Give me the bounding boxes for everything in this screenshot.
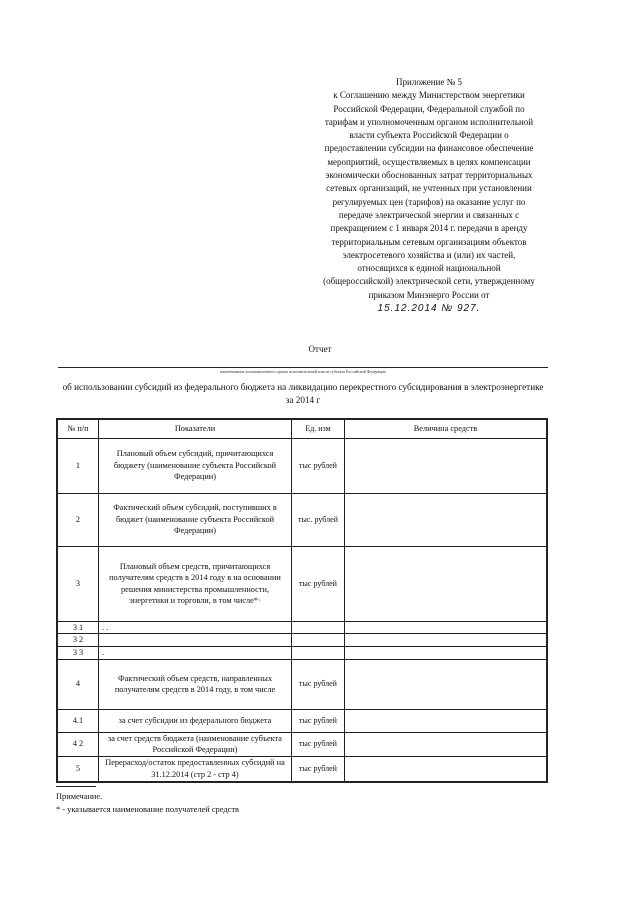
row-value <box>345 493 548 546</box>
header-value: Величина средств <box>345 419 548 438</box>
row-value <box>345 732 548 756</box>
row-num: 5 <box>57 756 99 782</box>
report-subtitle: об использовании субсидий из федерального бюджета на ликвидацию перекрестного субсидирования в электроэнергетике за 2014 г <box>62 382 544 405</box>
row-indicator: . <box>99 646 292 659</box>
note-divider <box>56 786 96 787</box>
table-row <box>57 659 547 709</box>
table-row <box>57 732 547 756</box>
header-num: № п/п <box>57 419 99 438</box>
row-unit <box>292 621 345 634</box>
header-indicator: Показатели <box>99 419 292 438</box>
row-unit: тыс рублей <box>292 756 345 782</box>
row-indicator <box>99 634 292 647</box>
organ-name-caption: наименование уполномоченного органа исполнительной власти субъекта Российской Федерации <box>220 369 386 374</box>
row-indicator: Фактический объем субсидий, поступивших в бюджет (наименование субъекта Российской Федерации) <box>99 493 292 546</box>
table-row <box>57 709 547 732</box>
footnote <box>56 790 239 816</box>
row-num: 3 2 <box>57 634 99 647</box>
row-num: 4 <box>57 659 99 709</box>
row-indicator: Перерасход/остаток предоставленных субсидий на 31.12.2014 (стр 2 - стр 4) <box>99 756 292 782</box>
appendix-title: Приложение № 5 <box>396 77 462 87</box>
row-num: 2 <box>57 493 99 546</box>
note-text: * - указывается наименование получателей средств <box>56 805 239 814</box>
handwritten-reference: 15.12.2014 № 927. <box>377 303 481 315</box>
row-value <box>345 546 548 621</box>
note-label: Примечание. <box>56 792 103 801</box>
row-num: 4 2 <box>57 732 99 756</box>
table-row <box>57 646 547 659</box>
row-value <box>345 756 548 782</box>
row-value <box>345 709 548 732</box>
row-num: 4.1 <box>57 709 99 732</box>
table-row <box>57 546 547 621</box>
row-num: 1 <box>57 438 99 493</box>
row-value <box>345 438 548 493</box>
row-indicator: Плановый объем средств, причитающихся получателям средств в 2014 году в на основании решения министерства промышленности, энергетики и торговли, в том числе*· <box>99 546 292 621</box>
row-value <box>345 634 548 647</box>
table-row <box>57 621 547 634</box>
row-unit: тыс. рублей <box>292 493 345 546</box>
row-indicator: Плановый объем субсидий, причитающихся бюджету (наименование субъекта Российской Федерации) <box>99 438 292 493</box>
row-value <box>345 659 548 709</box>
header-unit: Ед. изм <box>292 419 345 438</box>
row-num: 3 3 <box>57 646 99 659</box>
row-indicator: за счет средств бюджета (наименование субъекта Российской Федерации) <box>99 732 292 756</box>
row-value <box>345 646 548 659</box>
table-row <box>57 438 547 493</box>
row-unit: тыс рублей <box>292 709 345 732</box>
appendix-body: к Соглашению между Министерством энергетики Российской Федерации, Федеральной службой по тарифам и уполномоченным органом исполнительной власти субъекта Российской Федерации о предоставлении субсидии на финансовое обеспечение мероприятий, осуществляемых в целях компенсации экономически обоснованных затрат территориальных сетевых организаций, не учтенных при установлении регулируемых цен (тарифов) на оказание услуг по передаче электрической энергии и связанных с прекращением с 1 января 2014 г. передачи в аренду территориальным сетевым организациям объектов электросетевого хозяйства и (или) их частей, относящихся к единой национальной (общероссийской) электрической сети, утвержденному приказом Минэнерго России от <box>323 90 535 300</box>
organ-name-line <box>58 367 548 368</box>
row-unit <box>292 634 345 647</box>
row-unit: тыс рублей <box>292 438 345 493</box>
row-indicator: за счет субсидии из федерального бюджета <box>99 709 292 732</box>
row-unit: тыс рублей <box>292 546 345 621</box>
row-unit: тыс рублей <box>292 732 345 756</box>
row-unit <box>292 646 345 659</box>
row-unit: тыс рублей <box>292 659 345 709</box>
report-table <box>56 418 548 783</box>
table-row <box>57 756 547 782</box>
table-header-row <box>57 419 547 438</box>
row-value <box>345 621 548 634</box>
row-num: 3 <box>57 546 99 621</box>
report-title: Отчет <box>308 344 332 354</box>
appendix-header <box>322 76 536 315</box>
row-indicator: . . <box>99 621 292 634</box>
table-row <box>57 634 547 647</box>
row-indicator: Фактический объем средств, направленных получателям средств в 2014 году, в том числе <box>99 659 292 709</box>
table-row <box>57 493 547 546</box>
row-num: 3 1 <box>57 621 99 634</box>
